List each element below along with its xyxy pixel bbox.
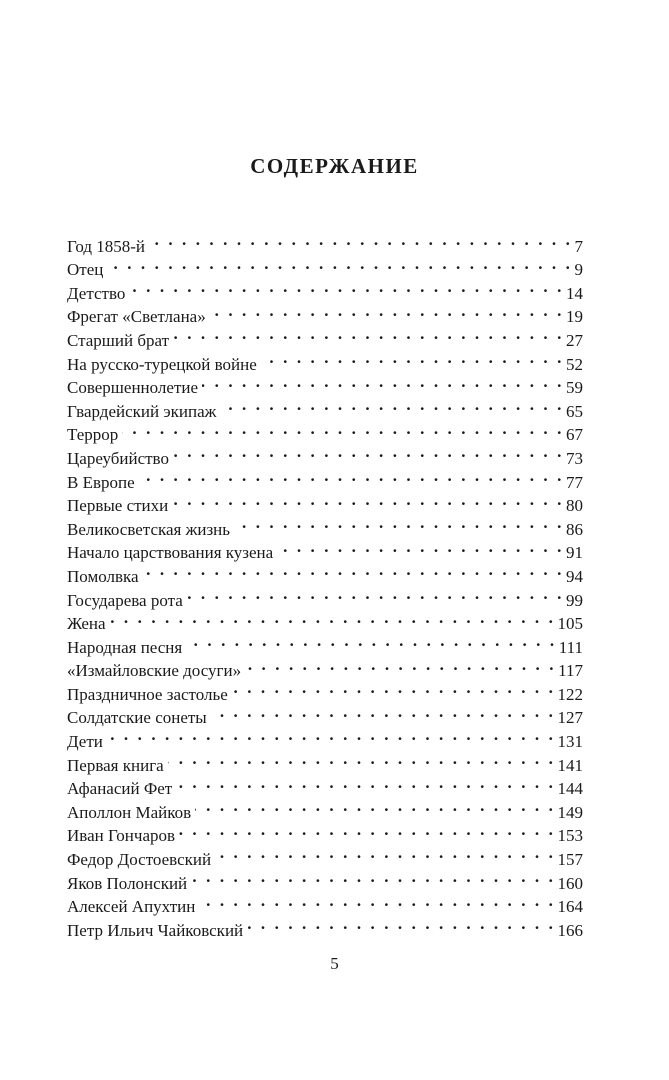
toc-entry-title: Великосветская жизнь: [67, 519, 231, 539]
dot-leader: [187, 582, 564, 606]
toc-entry-title: Начало царствования кузена: [67, 543, 274, 563]
dot-leader: [247, 912, 555, 936]
dot-leader: [211, 700, 556, 724]
toc-entry-title: Фрегат «Светлана»: [67, 307, 206, 327]
toc-entry-title: Террор: [67, 425, 119, 445]
toc-entry-title: Жена: [67, 614, 106, 634]
toc-entry-title: На русско-турецкой войне: [67, 354, 257, 374]
dot-leader: [199, 889, 555, 913]
dot-leader: [110, 606, 556, 630]
toc-entry: [67, 747, 583, 775]
dot-leader: [107, 723, 556, 747]
toc-entry-page: 166: [557, 920, 583, 940]
toc-entry-page: 9: [574, 260, 583, 280]
page-number: 5: [330, 954, 339, 973]
toc-entry: [67, 582, 583, 610]
dot-leader: [172, 488, 564, 512]
dot-leader: [149, 228, 572, 252]
dot-leader: [173, 322, 564, 346]
dot-leader: [107, 252, 572, 276]
dot-leader: [234, 511, 564, 535]
toc-entry-page: 94: [566, 566, 583, 586]
toc-entry-page: 7: [574, 236, 583, 256]
toc-entry-page: 105: [557, 614, 583, 634]
toc-entry-title: В Европе: [67, 472, 135, 492]
toc-entry-page: 67: [566, 425, 583, 445]
toc-entry-page: 144: [557, 779, 583, 799]
toc-entry-page: 65: [566, 401, 583, 421]
dot-leader: [245, 653, 556, 677]
dot-leader: [195, 794, 555, 818]
toc-entry-title: Детство: [67, 283, 126, 303]
toc-entry-page: 80: [566, 496, 583, 516]
toc-entry-page: 99: [566, 590, 583, 610]
toc-entry-title: Цареубийство: [67, 448, 169, 468]
dot-leader: [129, 275, 564, 299]
toc-entry-page: 111: [558, 637, 583, 657]
toc-entry-title: Государева рота: [67, 590, 183, 610]
toc-entry-page: 59: [566, 378, 583, 398]
toc-entry: [67, 558, 583, 586]
toc-entry: [67, 228, 583, 256]
toc-entry: [67, 299, 583, 327]
dot-leader: [191, 865, 555, 889]
toc-entry-page: 19: [566, 307, 583, 327]
toc-entry: [67, 464, 583, 492]
toc-entry-title: Первая книга: [67, 755, 164, 775]
dot-leader: [220, 393, 564, 417]
toc-entry-page: 27: [566, 330, 583, 350]
toc-entry-title: Алексей Апухтин: [67, 897, 196, 917]
toc-entry-title: «Измайловские досуги»: [67, 661, 242, 681]
toc-entry: [67, 606, 583, 634]
toc-entry-page: 73: [566, 448, 583, 468]
toc-entry-title: Федор Достоевский: [67, 850, 212, 870]
toc-entry-page: 91: [566, 543, 583, 563]
toc-entry-title: Праздничное застолье: [67, 684, 228, 704]
dot-leader: [186, 629, 557, 653]
toc-entry-title: Дети: [67, 732, 103, 752]
toc-entry-page: 131: [557, 732, 583, 752]
toc-entry: [67, 440, 583, 468]
toc-entry-page: 122: [557, 684, 583, 704]
toc-entry-title: Совершеннолетие: [67, 378, 199, 398]
dot-leader: [176, 771, 555, 795]
toc-entry-title: Год 1858-й: [67, 236, 146, 256]
dot-leader: [202, 370, 564, 394]
dot-leader: [215, 841, 555, 865]
dot-leader: [173, 440, 564, 464]
toc-entry-title: Петр Ильич Чайковский: [67, 920, 244, 940]
page-title: СОДЕРЖАНИЕ: [250, 154, 419, 178]
toc-entry-title: Аполлон Майков: [67, 802, 192, 822]
dot-leader: [232, 676, 556, 700]
toc-entry-title: Старший брат: [67, 330, 170, 350]
toc-entry-page: 157: [557, 850, 583, 870]
toc-entry-title: Афанасий Фет: [67, 779, 173, 799]
toc-entry-title: Иван Гончаров: [67, 826, 176, 846]
toc-entry-title: Яков Полонский: [67, 873, 188, 893]
toc-entry-page: 127: [557, 708, 583, 728]
toc-entry: [67, 723, 583, 752]
dot-leader: [122, 417, 564, 441]
toc-entry-page: 164: [557, 897, 583, 917]
toc-entry-page: 153: [557, 826, 583, 846]
dot-leader: [277, 535, 564, 559]
dot-leader: [210, 299, 564, 323]
dot-leader: [139, 464, 564, 488]
toc-entry-page: 160: [557, 873, 583, 893]
toc-entry-page: 14: [566, 283, 583, 303]
toc-entry-title: Отец: [67, 260, 104, 280]
toc-entry-page: 52: [566, 354, 583, 374]
dot-leader: [261, 346, 564, 370]
toc-entry: [67, 417, 583, 445]
toc-entry-title: Народная песня: [67, 637, 183, 657]
toc-entry: [67, 252, 583, 280]
toc-entry-title: Первые стихи: [67, 496, 169, 516]
toc-entry-title: Солдатские сонеты: [67, 708, 207, 728]
toc-entry: [67, 275, 583, 303]
toc-entry-page: 149: [557, 802, 583, 822]
dot-leader: [143, 558, 564, 582]
toc-entry-page: 86: [566, 519, 583, 539]
toc-entry-page: 77: [566, 472, 583, 492]
table-of-contents: [67, 228, 583, 940]
toc-entry: [67, 488, 583, 516]
toc-entry-title: Помолвка: [67, 566, 139, 586]
toc-entry: [67, 629, 583, 657]
toc-entry-title: Гвардейский экипаж: [67, 401, 217, 421]
dot-leader: [179, 818, 555, 842]
toc-entry-page: 117: [558, 661, 583, 681]
toc-entry-page: 141: [557, 755, 583, 775]
dot-leader: [168, 747, 556, 771]
